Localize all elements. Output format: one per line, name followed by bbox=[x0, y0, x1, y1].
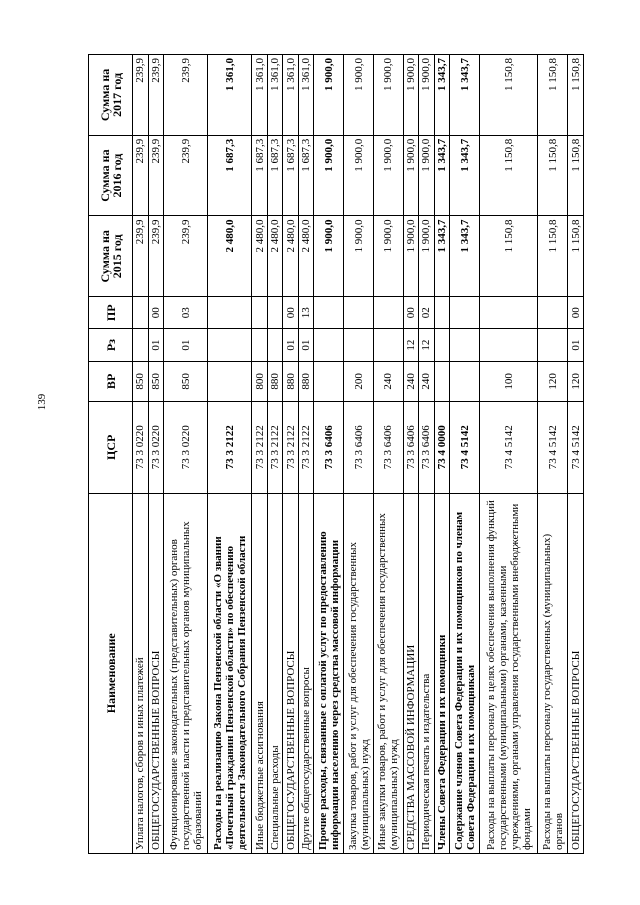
row-pr bbox=[208, 297, 252, 329]
row-sum-2015: 1 150,8 bbox=[568, 216, 584, 297]
row-sum-2015: 1 900,0 bbox=[344, 216, 374, 297]
budget-table bbox=[88, 54, 584, 854]
page-number: 139 bbox=[36, 393, 48, 411]
row-sum-2016: 1 687,3 bbox=[267, 135, 283, 216]
header-sum-2017: Сумма на 2017 год bbox=[89, 55, 133, 136]
row-csr: 73 4 5142 bbox=[480, 402, 538, 493]
row-csr: 73 3 2122 bbox=[267, 402, 283, 493]
row-sum-2016: 1 687,3 bbox=[283, 135, 299, 216]
row-name: Члены Совета Федерации и их помощники bbox=[434, 493, 450, 853]
row-sum-2015: 1 900,0 bbox=[403, 216, 419, 297]
row-csr: 73 3 2122 bbox=[208, 402, 252, 493]
row-sum-2016: 1 150,8 bbox=[538, 135, 568, 216]
row-vr: 880 bbox=[283, 361, 299, 401]
table-row bbox=[133, 55, 149, 854]
row-sum-2017: 1 900,0 bbox=[314, 55, 344, 136]
row-name: Специальные расходы bbox=[267, 493, 283, 853]
row-rz bbox=[450, 329, 480, 361]
row-name: Прочие расходы, связанные с оплатой услуг по предоставлению информации населению через средства массовой информации bbox=[314, 493, 344, 853]
row-sum-2015: 2 480,0 bbox=[298, 216, 314, 297]
row-name: ОБЩЕГОСУДАРСТВЕННЫЕ ВОПРОСЫ bbox=[148, 493, 164, 853]
header-vr: ВР bbox=[89, 361, 133, 401]
row-vr: 240 bbox=[419, 361, 435, 401]
row-vr: 880 bbox=[298, 361, 314, 401]
row-sum-2017: 1 900,0 bbox=[373, 55, 403, 136]
row-csr: 73 3 0220 bbox=[148, 402, 164, 493]
row-vr: 850 bbox=[133, 361, 149, 401]
row-rz bbox=[314, 329, 344, 361]
row-name: Уплата налогов, сборов и иных платежей bbox=[133, 493, 149, 853]
row-sum-2016: 1 343,7 bbox=[434, 135, 450, 216]
row-name: Иные закупки товаров, работ и услуг для обеспечения государственных (муниципальных) нужд bbox=[373, 493, 403, 853]
row-sum-2015: 239,9 bbox=[148, 216, 164, 297]
row-vr bbox=[434, 361, 450, 401]
row-pr bbox=[344, 297, 374, 329]
row-sum-2017: 1 361,0 bbox=[252, 55, 268, 136]
row-rz: 01 bbox=[298, 329, 314, 361]
row-rz bbox=[208, 329, 252, 361]
row-csr: 73 4 5142 bbox=[538, 402, 568, 493]
row-name: Расходы на реализацию Закона Пензенской области «О звании «Почетный гражданин Пензенской области» по обеспечению деятельности Законодательного Собрания Пензенской области bbox=[208, 493, 252, 853]
row-pr bbox=[133, 297, 149, 329]
row-sum-2017: 1 361,0 bbox=[208, 55, 252, 136]
row-name: Содержание членов Совета Федерации и их помощников по членам Совета Федерации и их помощникам bbox=[450, 493, 480, 853]
row-name: ОБЩЕГОСУДАРСТВЕННЫЕ ВОПРОСЫ bbox=[283, 493, 299, 853]
row-sum-2015: 1 150,8 bbox=[480, 216, 538, 297]
row-sum-2017: 1 150,8 bbox=[538, 55, 568, 136]
row-csr: 73 3 6406 bbox=[373, 402, 403, 493]
row-sum-2017: 1 361,0 bbox=[283, 55, 299, 136]
row-csr: 73 3 2122 bbox=[298, 402, 314, 493]
header-row bbox=[89, 55, 133, 854]
row-sum-2016: 1 150,8 bbox=[568, 135, 584, 216]
row-rz bbox=[133, 329, 149, 361]
row-sum-2016: 1 900,0 bbox=[373, 135, 403, 216]
table-row bbox=[373, 55, 403, 854]
row-vr: 240 bbox=[373, 361, 403, 401]
row-csr: 73 3 6406 bbox=[344, 402, 374, 493]
row-pr: 00 bbox=[403, 297, 419, 329]
row-sum-2017: 1 361,0 bbox=[267, 55, 283, 136]
row-rz: 01 bbox=[164, 329, 208, 361]
row-sum-2015: 2 480,0 bbox=[283, 216, 299, 297]
header-sum-2016: Сумма на 2016 год bbox=[89, 135, 133, 216]
row-vr: 850 bbox=[148, 361, 164, 401]
row-pr bbox=[538, 297, 568, 329]
table-row bbox=[403, 55, 419, 854]
row-pr: 00 bbox=[568, 297, 584, 329]
row-sum-2015: 239,9 bbox=[133, 216, 149, 297]
row-name: Иные бюджетные ассигнования bbox=[252, 493, 268, 853]
row-vr: 100 bbox=[480, 361, 538, 401]
row-rz: 01 bbox=[148, 329, 164, 361]
row-sum-2016: 1 343,7 bbox=[450, 135, 480, 216]
row-vr bbox=[208, 361, 252, 401]
table-row bbox=[314, 55, 344, 854]
row-vr bbox=[314, 361, 344, 401]
table-row bbox=[298, 55, 314, 854]
row-sum-2015: 1 900,0 bbox=[314, 216, 344, 297]
row-sum-2016: 1 900,0 bbox=[419, 135, 435, 216]
row-csr: 73 3 6406 bbox=[403, 402, 419, 493]
row-pr: 00 bbox=[283, 297, 299, 329]
row-sum-2017: 239,9 bbox=[164, 55, 208, 136]
table-row bbox=[568, 55, 584, 854]
row-sum-2017: 1 343,7 bbox=[434, 55, 450, 136]
table-row bbox=[164, 55, 208, 854]
row-sum-2016: 1 900,0 bbox=[403, 135, 419, 216]
table-row bbox=[267, 55, 283, 854]
row-sum-2017: 1 900,0 bbox=[403, 55, 419, 136]
row-sum-2017: 1 150,8 bbox=[568, 55, 584, 136]
row-sum-2017: 1 343,7 bbox=[450, 55, 480, 136]
header-rz: Рз bbox=[89, 329, 133, 361]
table-row bbox=[148, 55, 164, 854]
row-sum-2016: 1 150,8 bbox=[480, 135, 538, 216]
row-pr: 00 bbox=[148, 297, 164, 329]
row-sum-2016: 239,9 bbox=[164, 135, 208, 216]
table-row bbox=[434, 55, 450, 854]
row-sum-2016: 1 687,3 bbox=[298, 135, 314, 216]
row-sum-2015: 1 900,0 bbox=[373, 216, 403, 297]
row-pr bbox=[373, 297, 403, 329]
row-rz bbox=[252, 329, 268, 361]
row-sum-2017: 1 900,0 bbox=[419, 55, 435, 136]
table-row bbox=[480, 55, 538, 854]
row-vr bbox=[450, 361, 480, 401]
row-pr bbox=[267, 297, 283, 329]
table-row bbox=[419, 55, 435, 854]
row-vr: 800 bbox=[252, 361, 268, 401]
row-sum-2017: 1 150,8 bbox=[480, 55, 538, 136]
row-rz: 12 bbox=[419, 329, 435, 361]
row-sum-2015: 1 343,7 bbox=[450, 216, 480, 297]
row-vr: 120 bbox=[568, 361, 584, 401]
row-rz bbox=[538, 329, 568, 361]
row-sum-2017: 1 361,0 bbox=[298, 55, 314, 136]
row-name: Закупка товаров, работ и услуг для обеспечения государственных (муниципальных) нужд bbox=[344, 493, 374, 853]
row-csr: 73 4 5142 bbox=[450, 402, 480, 493]
row-sum-2015: 2 480,0 bbox=[208, 216, 252, 297]
row-rz bbox=[344, 329, 374, 361]
table-row bbox=[252, 55, 268, 854]
row-rz bbox=[480, 329, 538, 361]
row-name: Другие общегосударственные вопросы bbox=[298, 493, 314, 853]
row-csr: 73 3 0220 bbox=[133, 402, 149, 493]
row-rz bbox=[267, 329, 283, 361]
row-pr bbox=[434, 297, 450, 329]
rotated-page bbox=[88, 54, 584, 854]
row-name: Расходы на выплаты персоналу государственных (муниципальных) органов bbox=[538, 493, 568, 853]
row-vr: 200 bbox=[344, 361, 374, 401]
row-sum-2017: 239,9 bbox=[148, 55, 164, 136]
row-sum-2015: 2 480,0 bbox=[252, 216, 268, 297]
row-pr: 13 bbox=[298, 297, 314, 329]
header-csr: ЦСР bbox=[89, 402, 133, 493]
row-pr bbox=[314, 297, 344, 329]
header-name: Наименование bbox=[89, 493, 133, 853]
row-pr bbox=[252, 297, 268, 329]
row-csr: 73 3 2122 bbox=[252, 402, 268, 493]
row-name: ОБЩЕГОСУДАРСТВЕННЫЕ ВОПРОСЫ bbox=[568, 493, 584, 853]
row-csr: 73 3 2122 bbox=[283, 402, 299, 493]
row-rz bbox=[434, 329, 450, 361]
row-sum-2015: 239,9 bbox=[164, 216, 208, 297]
row-csr: 73 4 0000 bbox=[434, 402, 450, 493]
row-vr: 240 bbox=[403, 361, 419, 401]
row-vr: 850 bbox=[164, 361, 208, 401]
row-pr bbox=[480, 297, 538, 329]
header-sum-2015: Сумма на 2015 год bbox=[89, 216, 133, 297]
row-vr: 120 bbox=[538, 361, 568, 401]
table-row bbox=[344, 55, 374, 854]
row-sum-2016: 1 687,3 bbox=[252, 135, 268, 216]
row-name: Периодическая печать и издательства bbox=[419, 493, 435, 853]
row-pr: 02 bbox=[419, 297, 435, 329]
row-name: СРЕДСТВА МАССОВОЙ ИНФОРМАЦИИ bbox=[403, 493, 419, 853]
row-sum-2016: 1 687,3 bbox=[208, 135, 252, 216]
row-csr: 73 4 5142 bbox=[568, 402, 584, 493]
table-row bbox=[283, 55, 299, 854]
row-pr bbox=[450, 297, 480, 329]
row-sum-2015: 1 900,0 bbox=[419, 216, 435, 297]
row-pr: 03 bbox=[164, 297, 208, 329]
row-sum-2016: 1 900,0 bbox=[344, 135, 374, 216]
row-csr: 73 3 0220 bbox=[164, 402, 208, 493]
row-sum-2016: 239,9 bbox=[133, 135, 149, 216]
row-sum-2015: 2 480,0 bbox=[267, 216, 283, 297]
row-rz: 01 bbox=[283, 329, 299, 361]
row-sum-2017: 1 900,0 bbox=[344, 55, 374, 136]
row-sum-2016: 239,9 bbox=[148, 135, 164, 216]
row-sum-2016: 1 900,0 bbox=[314, 135, 344, 216]
row-name: Функционирование законодательных (представительных) органов государственной власти и представительных органов муниципальных образований bbox=[164, 493, 208, 853]
table-row bbox=[538, 55, 568, 854]
table-body bbox=[133, 55, 584, 854]
row-sum-2017: 239,9 bbox=[133, 55, 149, 136]
row-csr: 73 3 6406 bbox=[419, 402, 435, 493]
row-rz bbox=[373, 329, 403, 361]
table-row bbox=[208, 55, 252, 854]
row-vr: 880 bbox=[267, 361, 283, 401]
row-sum-2015: 1 150,8 bbox=[538, 216, 568, 297]
row-csr: 73 3 6406 bbox=[314, 402, 344, 493]
row-rz: 12 bbox=[403, 329, 419, 361]
row-rz: 01 bbox=[568, 329, 584, 361]
table-row bbox=[450, 55, 480, 854]
row-sum-2015: 1 343,7 bbox=[434, 216, 450, 297]
row-name: Расходы на выплаты персоналу в целях обеспечения выполнения функций государственными (муниципальными) органами, казенными учреждениями, органами управления государственными внебюджетными фондами bbox=[480, 493, 538, 853]
header-pr: ПР bbox=[89, 297, 133, 329]
